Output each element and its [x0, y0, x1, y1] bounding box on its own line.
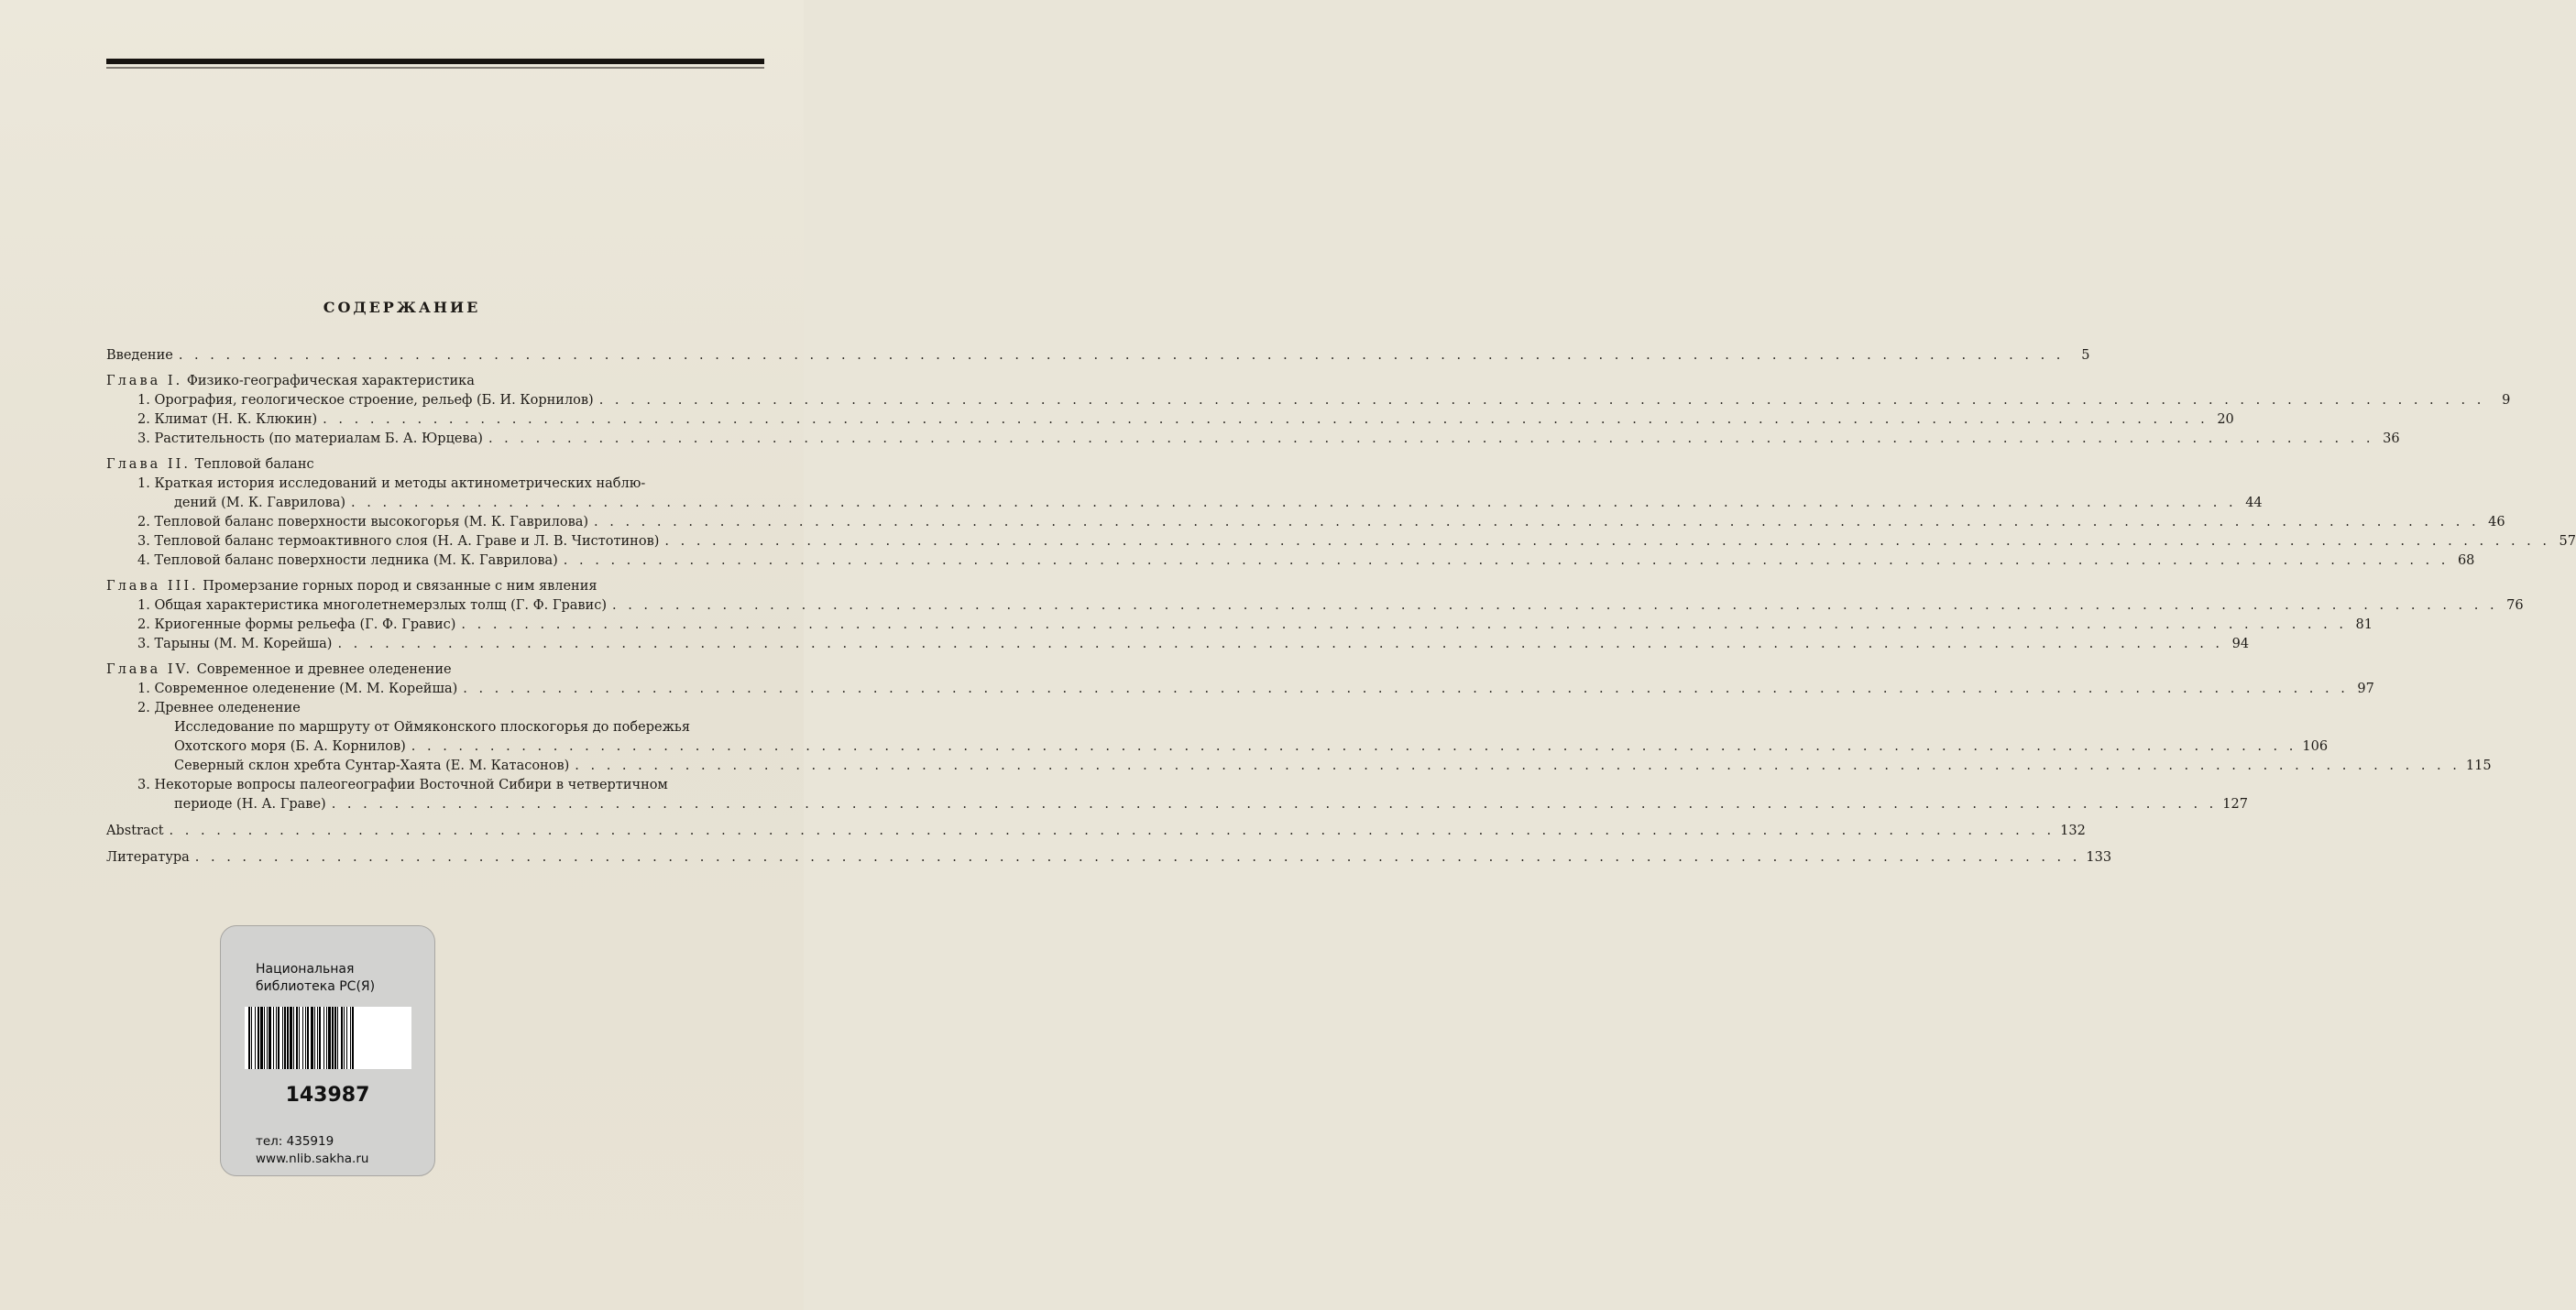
toc-entry — [106, 346, 2090, 366]
toc-page-number: 57 — [2559, 534, 2576, 549]
leader-dots: . . . . . . . . . . . . . . . . . . . . . . . . . . . . . . . . . . . . . . . . . . . . . . . . . . . . . . . . . . . . . . . . . . . . . . . . . . . . . . . . . . . . . . . . . . . . . . . . . . . . . . . . . . . . . . . . . . . . . . . . — [575, 759, 2461, 773]
chapter-title: Промерзание горных пород и связанные с ним явления — [203, 579, 597, 594]
toc-entry-title: Охотского моря (Б. А. Корнилов) — [174, 739, 406, 754]
toc-page-number: 127 — [2222, 797, 2248, 812]
toc-entry-text — [106, 718, 766, 737]
leader-dots: . . . . . . . . . . . . . . . . . . . . . . . . . . . . . . . . . . . . . . . . . . . . . . . . . . . . . . . . . . . . . . . . . . . . . . . . . . . . . . . . . . . . . . . . . . . . . . . . . . . . . . . . . . . . . . . . . . . . . . . . — [664, 534, 2550, 549]
toc-entry-title: 2. Древнее оледенение — [137, 701, 301, 715]
toc-page-number: 46 — [2488, 515, 2505, 529]
leader-dots: . . . . . . . . . . . . . . . . . . . . . . . . . . . . . . . . . . . . . . . . . . . . . . . . . . . . . . . . . . . . . . . . . . . . . . . . . . . . . . . . . . . . . . . . . . . . . . . . . . . . . . . . . . . . . . . . . . . . . . . . — [411, 739, 2297, 754]
toc-page-number: 81 — [2355, 617, 2373, 632]
library-name-line1: Национальная — [256, 962, 355, 977]
leader-dots: . . . . . . . . . . . . . . . . . . . . . . . . . . . . . . . . . . . . . . . . . . . . . . . . . . . . . . . . . . . . . . . . . . . . . . . . . . . . . . . . . . . . . . . . . . . . . . . . . . . . . . . . . . . . . . . . . . . . . . . . — [337, 637, 2224, 651]
toc-page-number: 20 — [2217, 412, 2234, 427]
chapter-label: Глава II. — [106, 457, 191, 472]
toc-entry — [106, 513, 2505, 532]
toc-entry-text — [106, 475, 766, 494]
chapter-label: Глава III. — [106, 579, 199, 594]
toc-chapter-heading — [106, 454, 766, 475]
table-of-contents — [106, 346, 2576, 868]
toc-entry — [106, 635, 2250, 654]
toc-entry-title: Исследование по маршруту от Оймяконского плоскогорья до побережья — [174, 720, 690, 735]
toc-page-number: 97 — [2357, 682, 2374, 696]
toc-entry-title: 3. Тарыны (М. М. Корейша) — [137, 637, 333, 651]
toc-entry — [106, 737, 2329, 757]
toc-entry-title: Литература — [106, 850, 190, 865]
leader-dots: . . . . . . . . . . . . . . . . . . . . . . . . . . . . . . . . . . . . . . . . . . . . . . . . . . . . . . . . . . . . . . . . . . . . . . . . . . . . . . . . . . . . . . . . . . . . . . . . . . . . . . . . . . . . . . . . . . . . . . . . — [323, 412, 2209, 427]
leader-dots: . . . . . . . . . . . . . . . . . . . . . . . . . . . . . . . . . . . . . . . . . . . . . . . . . . . . . . . . . . . . . . . . . . . . . . . . . . . . . . . . . . . . . . . . . . . . . . . . . . . . . . . . . . . . . . . . . . . . . . . . — [169, 824, 2055, 838]
library-stamp — [220, 925, 435, 1176]
library-contacts — [256, 1133, 368, 1168]
chapter-title: Физико-географическая характеристика — [186, 374, 475, 388]
toc-page-number: 106 — [2302, 739, 2329, 754]
toc-chapter-heading — [106, 660, 766, 680]
toc-entry-title: 2. Криогенные формы рельефа (Г. Ф. Гравис) — [137, 617, 456, 632]
toc-entry-title: 2. Тепловой баланс поверхности высокогорья (М. К. Гаврилова) — [137, 515, 589, 529]
toc-entry — [106, 757, 2492, 776]
toc-page-number: 115 — [2465, 759, 2492, 773]
toc-entry-title: 1. Краткая история исследований и методы актинометрических наблю- — [137, 476, 646, 491]
toc-entry-title: Северный склон хребта Сунтар-Хаята (Е. М. Катасонов) — [174, 759, 570, 773]
toc-entry — [106, 410, 2234, 430]
leader-dots: . . . . . . . . . . . . . . . . . . . . . . . . . . . . . . . . . . . . . . . . . . . . . . . . . . . . . . . . . . . . . . . . . . . . . . . . . . . . . . . . . . . . . . . . . . . . . . . . . . . . . . . . . . . . . . . . . . . . . . . . — [351, 496, 2237, 510]
toc-page-number: 133 — [2086, 850, 2112, 865]
top-rule — [106, 59, 764, 64]
leader-dots: . . . . . . . . . . . . . . . . . . . . . . . . . . . . . . . . . . . . . . . . . . . . . . . . . . . . . . . . . . . . . . . . . . . . . . . . . . . . . . . . . . . . . . . . . . . . . . . . . . . . . . . . . . . . . . . . . . . . . . . . — [194, 850, 2081, 865]
top-rule-thin — [106, 67, 764, 69]
leader-dots: . . . . . . . . . . . . . . . . . . . . . . . . . . . . . . . . . . . . . . . . . . . . . . . . . . . . . . . . . . . . . . . . . . . . . . . . . . . . . . . . . . . . . . . . . . . . . . . . . . . . . . . . . . . . . . . . . . . . . . . . — [563, 553, 2450, 568]
toc-entry-title: Введение — [106, 348, 173, 363]
toc-page-number: 44 — [2245, 496, 2263, 510]
toc-title: СОДЕРЖАНИЕ — [323, 299, 481, 316]
toc-entry-title: 3. Некоторые вопросы палеогеографии Восточной Сибири в четвертичном — [137, 778, 668, 792]
toc-entry — [106, 430, 2400, 449]
toc-page-number: 132 — [2060, 824, 2086, 838]
library-name-line2: библиотека РС(Я) — [256, 979, 376, 994]
leader-dots: . . . . . . . . . . . . . . . . . . . . . . . . . . . . . . . . . . . . . . . . . . . . . . . . . . . . . . . . . . . . . . . . . . . . . . . . . . . . . . . . . . . . . . . . . . . . . . . . . . . . . . . . . . . . . . . . . . . . . . . . — [594, 515, 2480, 529]
toc-entry — [106, 848, 2112, 868]
toc-chapter-heading — [106, 371, 766, 391]
toc-entry — [106, 391, 2511, 410]
toc-entry — [106, 795, 2248, 814]
toc-page-number: 36 — [2383, 431, 2400, 446]
leader-dots: . . . . . . . . . . . . . . . . . . . . . . . . . . . . . . . . . . . . . . . . . . . . . . . . . . . . . . . . . . . . . . . . . . . . . . . . . . . . . . . . . . . . . . . . . . . . . . . . . . . . . . . . . . . . . . . . . . . . . . . . — [488, 431, 2374, 446]
inventory-number: 143987 — [285, 1084, 370, 1107]
leader-dots: . . . . . . . . . . . . . . . . . . . . . . . . . . . . . . . . . . . . . . . . . . . . . . . . . . . . . . . . . . . . . . . . . . . . . . . . . . . . . . . . . . . . . . . . . . . . . . . . . . . . . . . . . . . . . . . . . . . . . . . . — [178, 348, 2065, 363]
toc-entry-title: 1. Современное оледенение (М. М. Корейша) — [137, 682, 458, 696]
library-website: www.nlib.sakha.ru — [256, 1152, 369, 1166]
toc-chapter-heading — [106, 576, 766, 596]
toc-page-number: 76 — [2506, 598, 2524, 613]
library-name — [256, 961, 375, 996]
toc-entry-title: Abstract — [106, 824, 164, 838]
chapter-title: Современное и древнее оледенение — [196, 662, 452, 677]
toc-entry — [106, 551, 2475, 571]
leader-dots: . . . . . . . . . . . . . . . . . . . . . . . . . . . . . . . . . . . . . . . . . . . . . . . . . . . . . . . . . . . . . . . . . . . . . . . . . . . . . . . . . . . . . . . . . . . . . . . . . . . . . . . . . . . . . . . . . . . . . . . . — [461, 617, 2347, 632]
library-phone: тел: 435919 — [256, 1134, 334, 1149]
leader-dots: . . . . . . . . . . . . . . . . . . . . . . . . . . . . . . . . . . . . . . . . . . . . . . . . . . . . . . . . . . . . . . . . . . . . . . . . . . . . . . . . . . . . . . . . . . . . . . . . . . . . . . . . . . . . . . . . . . . . . . . . — [331, 797, 2218, 812]
leader-dots: . . . . . . . . . . . . . . . . . . . . . . . . . . . . . . . . . . . . . . . . . . . . . . . . . . . . . . . . . . . . . . . . . . . . . . . . . . . . . . . . . . . . . . . . . . . . . . . . . . . . . . . . . . . . . . . . . . . . . . . . — [598, 393, 2485, 408]
toc-entry-title: 1. Орография, геологическое строение, рельеф (Б. И. Корнилов) — [137, 393, 594, 408]
leader-dots: . . . . . . . . . . . . . . . . . . . . . . . . . . . . . . . . . . . . . . . . . . . . . . . . . . . . . . . . . . . . . . . . . . . . . . . . . . . . . . . . . . . . . . . . . . . . . . . . . . . . . . . . . . . . . . . . . . . . . . . . — [612, 598, 2498, 613]
toc-entry-title: 4. Тепловой баланс поверхности ледника (М. К. Гаврилова) — [137, 553, 558, 568]
barcode — [245, 1007, 411, 1069]
leader-dots: . . . . . . . . . . . . . . . . . . . . . . . . . . . . . . . . . . . . . . . . . . . . . . . . . . . . . . . . . . . . . . . . . . . . . . . . . . . . . . . . . . . . . . . . . . . . . . . . . . . . . . . . . . . . . . . . . . . . . . . . — [463, 682, 2349, 696]
chapter-label: Глава I. — [106, 374, 183, 388]
chapter-label: Глава IV. — [106, 662, 193, 677]
toc-entry-title: 1. Общая характеристика многолетнемерзлых толщ (Г. Ф. Гравис) — [137, 598, 607, 613]
toc-entry-title: 3. Тепловой баланс термоактивного слоя (Н. А. Граве и Л. В. Чистотинов) — [137, 534, 660, 549]
toc-entry-title: 2. Климат (Н. К. Клюкин) — [137, 412, 318, 427]
toc-entry — [106, 822, 2086, 841]
toc-entry — [106, 494, 2263, 513]
toc-entry — [106, 680, 2374, 699]
chapter-title: Тепловой баланс — [194, 457, 314, 472]
toc-entry — [106, 532, 2576, 551]
toc-page-number: 68 — [2457, 553, 2475, 568]
toc-page-number: 94 — [2231, 637, 2250, 651]
toc-entry-title: периоде (Н. А. Граве) — [174, 797, 326, 812]
toc-page-number: 5 — [2081, 348, 2090, 363]
toc-entry-title: 3. Растительность (по материалам Б. А. Юрцева) — [137, 431, 483, 446]
toc-entry-title: дений (М. К. Гаврилова) — [174, 496, 346, 510]
toc-entry — [106, 596, 2524, 616]
toc-entry-text — [106, 776, 766, 795]
toc-entry — [106, 616, 2373, 635]
toc-entry-text — [106, 699, 766, 718]
toc-page-number: 9 — [2502, 393, 2511, 408]
